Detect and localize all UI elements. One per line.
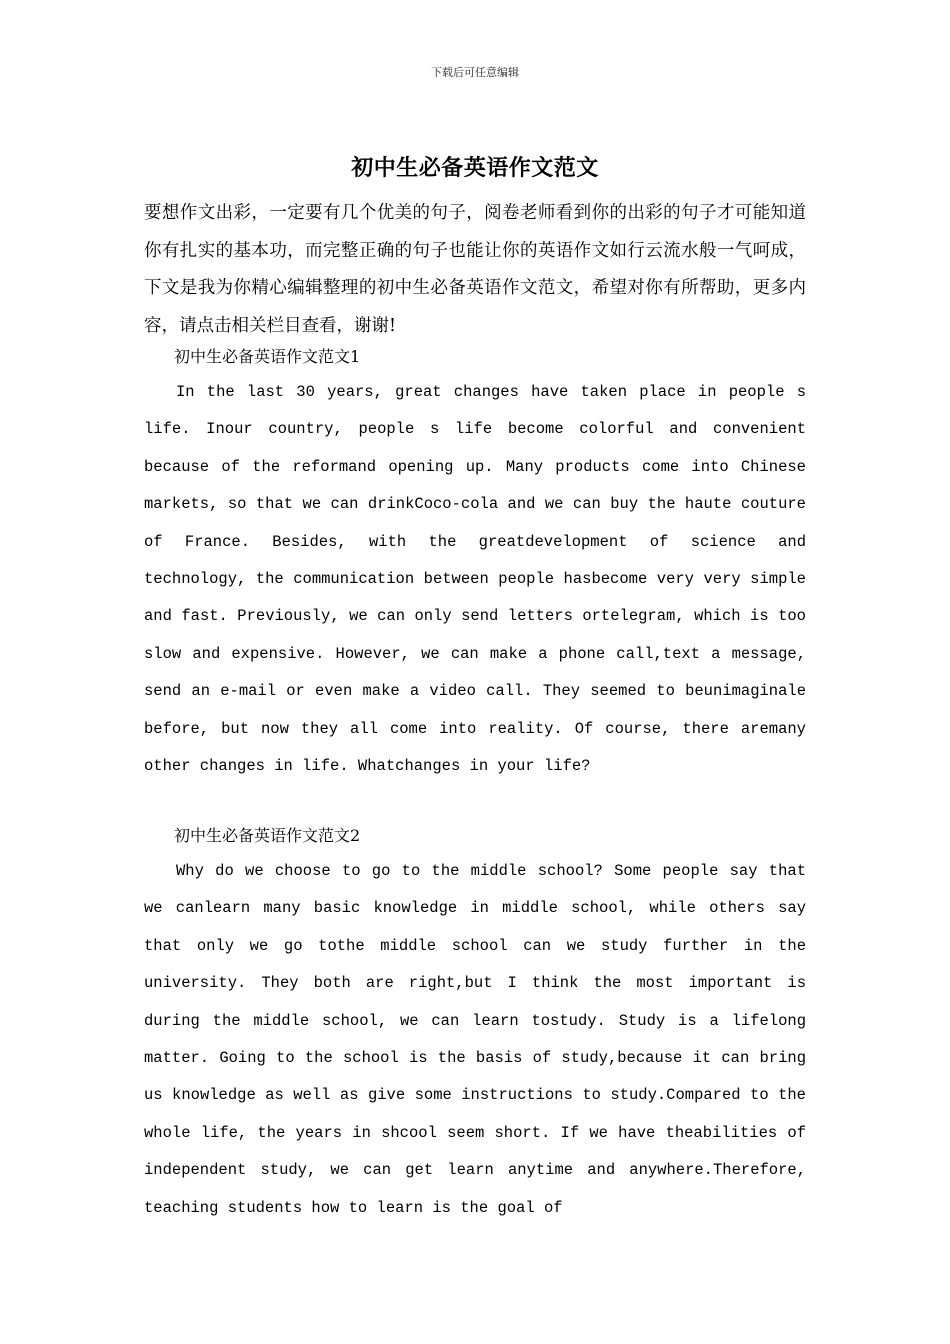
intro-paragraph: 要想作文出彩，一定要有几个优美的句子，阅卷老师看到你的出彩的句子才可能知道你有扎实的基本功，而完整正确的句子也能让你的英语作文如行云流水般一气呵成，下文是我为你精心编辑整理的初中生必备英语作文范文，希望对你有所帮助，更多内容，请点击相关栏目查看，谢谢!: [144, 203, 806, 336]
section-heading-1: 初中生必备英语作文范文1: [174, 347, 361, 366]
header-note: 下载后可任意编辑: [431, 66, 519, 79]
essay-paragraph-1: In the last 30 years, great changes have taken place in people s life. Inour country, people s life become colorful and convenient because of the reformand opening up. Many products come into Chinese markets, so that we can drinkCoco-cola and we can buy the haute couture of France. Besides, with the greatdevelopment of science and technology, the communication between people hasbecome very very simple and fast. Previously, we can only send letters ortelegram, which is too slow and expensive. However, we can make a phone call,text a message, send an e-mail or even make a video call. They seemed to beunimaginale before, but now they all come into reality. Of course, there aremany other changes in life. Whatchanges in your life?: [144, 383, 806, 776]
document-title: 初中生必备英语作文范文: [351, 155, 599, 181]
essay-paragraph-2: Why do we choose to go to the middle school? Some people say that we canlearn many basic knowledge in middle school, while others say that only we go tothe middle school can we study further in the university. They both are right,but I think the most important is during the middle school, we can learn tostudy. Study is a lifelong matter. Going to the school is the basis of study,because it can bring us knowledge as well as give some instructions to study.Compared to the whole life, the years in shcool seem short. If we have theabilities of independent study, we can get learn anytime and anywhere.Therefore, teaching students how to learn is the goal of: [144, 862, 806, 1217]
section-heading-2: 初中生必备英语作文范文2: [174, 826, 361, 845]
